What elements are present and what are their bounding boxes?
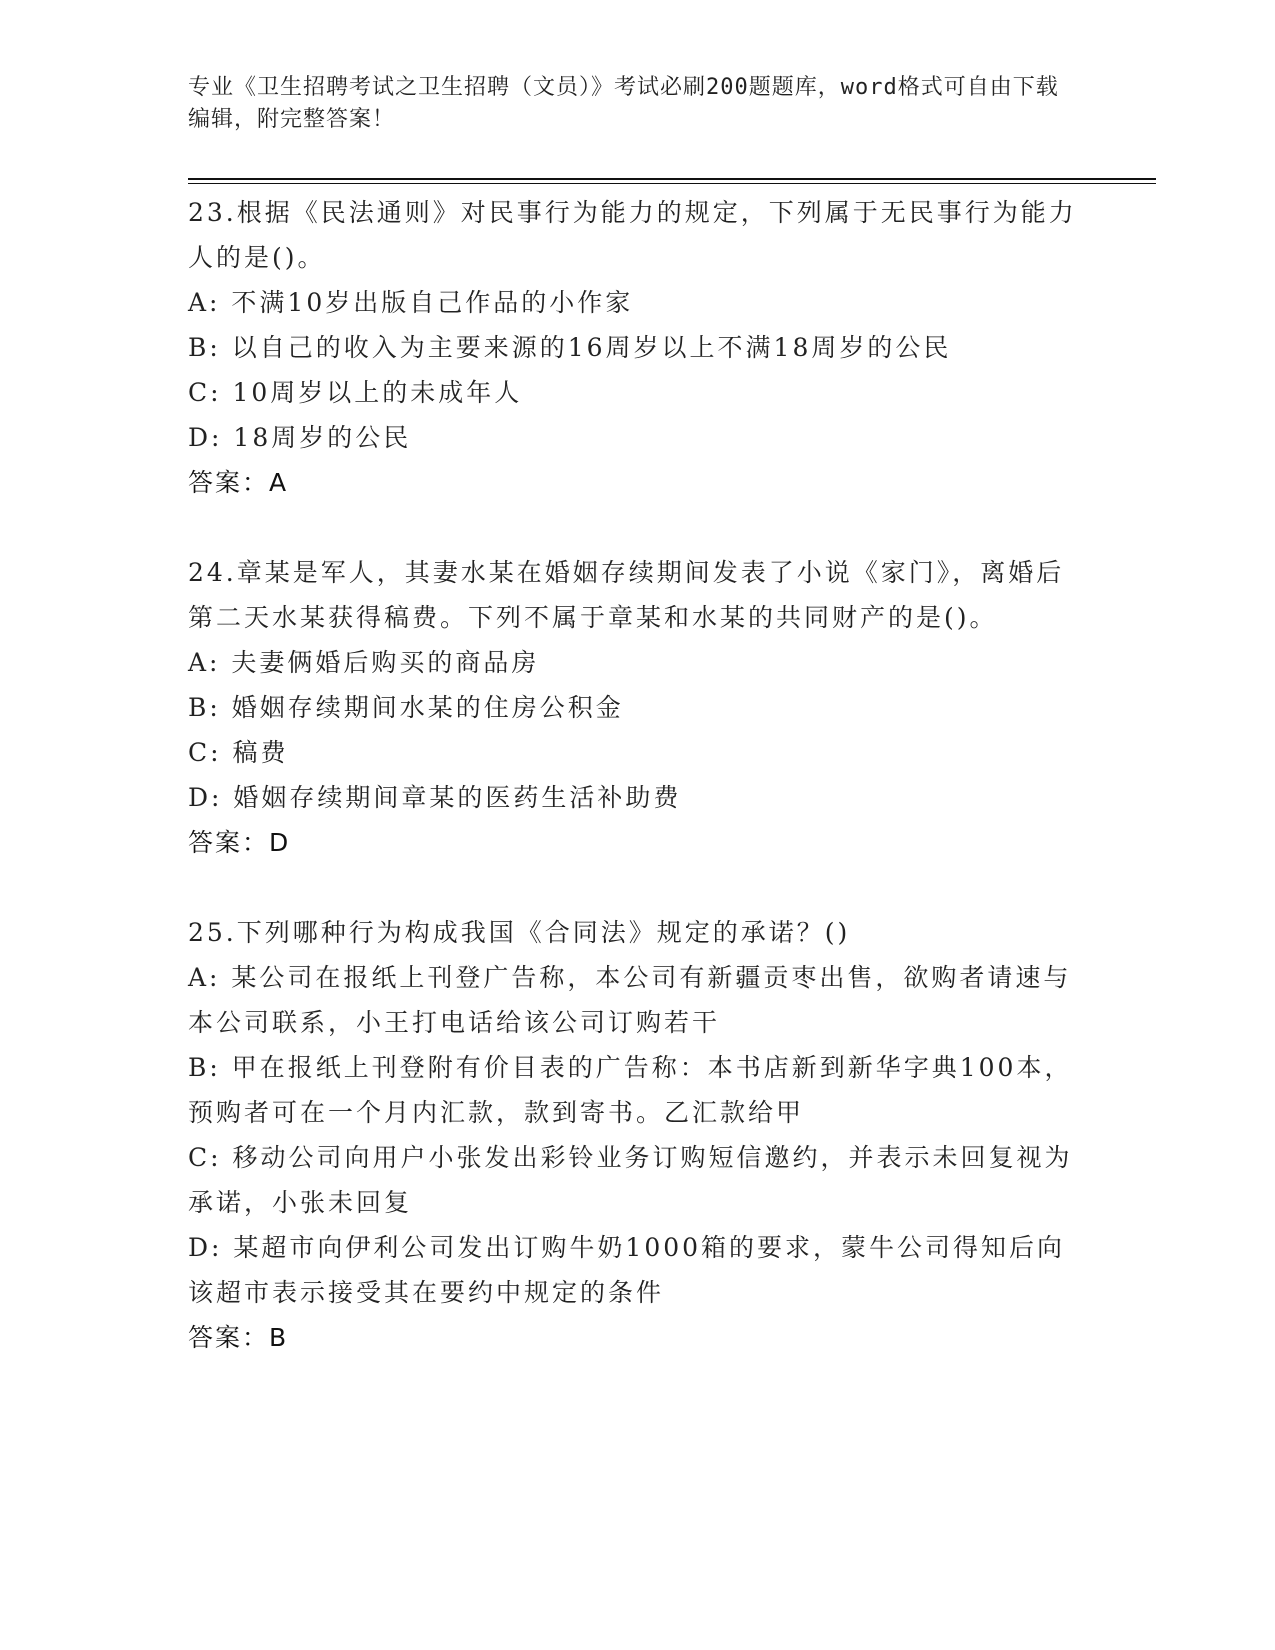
question-list <box>188 190 1088 1360</box>
option-a: A: 某公司在报纸上刊登广告称，本公司有新疆贡枣出售，欲购者请速与本公司联系，小王打电话给该公司订购若干 <box>188 963 1072 1037</box>
question-25 <box>188 910 1088 1360</box>
answer-line: 答案：A <box>188 468 289 497</box>
option-b: B: 甲在报纸上刊登附有价目表的广告称：本书店新到新华字典100本，预购者可在一个月内汇款，款到寄书。乙汇款给甲 <box>188 1053 1073 1127</box>
answer-line: 答案：D <box>188 828 291 857</box>
option-b: B: 以自己的收入为主要来源的16周岁以上不满18周岁的公民 <box>188 333 952 362</box>
header-divider-thick <box>188 178 1156 180</box>
option-c: C: 移动公司向用户小张发出彩铃业务订购短信邀约，并表示未回复视为承诺，小张未回复 <box>188 1143 1073 1217</box>
question-stem: 24.章某是军人，其妻水某在婚姻存续期间发表了小说《家门》，离婚后第二天水某获得稿费。下列不属于章某和水某的共同财产的是()。 <box>188 558 1065 632</box>
question-spacer <box>188 865 1088 910</box>
document-intro: 专业《卫生招聘考试之卫生招聘（文员）》考试必刷200题题库，word格式可自由下载编辑，附完整答案！ <box>188 75 1059 132</box>
question-spacer <box>188 505 1088 550</box>
question-stem: 25.下列哪种行为构成我国《合同法》规定的承诺？() <box>188 918 851 947</box>
option-c: C: 稿费 <box>188 738 289 767</box>
option-b: B: 婚姻存续期间水某的住房公积金 <box>188 693 624 722</box>
question-24 <box>188 550 1088 865</box>
option-a: A: 夫妻俩婚后购买的商品房 <box>188 648 540 677</box>
option-d: D: 婚姻存续期间章某的医药生活补助费 <box>188 783 682 812</box>
answer-line: 答案：B <box>188 1323 289 1352</box>
header-divider-thin <box>188 183 1156 184</box>
option-d: D: 某超市向伊利公司发出订购牛奶1000箱的要求，蒙牛公司得知后向该超市表示接受其在要约中规定的条件 <box>188 1233 1066 1307</box>
question-stem: 23.根据《民法通则》对民事行为能力的规定，下列属于无民事行为能力人的是()。 <box>188 198 1077 272</box>
option-c: C: 10周岁以上的未成年人 <box>188 378 523 407</box>
question-23 <box>188 190 1088 505</box>
option-a: A: 不满10岁出版自己作品的小作家 <box>188 288 634 317</box>
option-d: D: 18周岁的公民 <box>188 423 412 452</box>
